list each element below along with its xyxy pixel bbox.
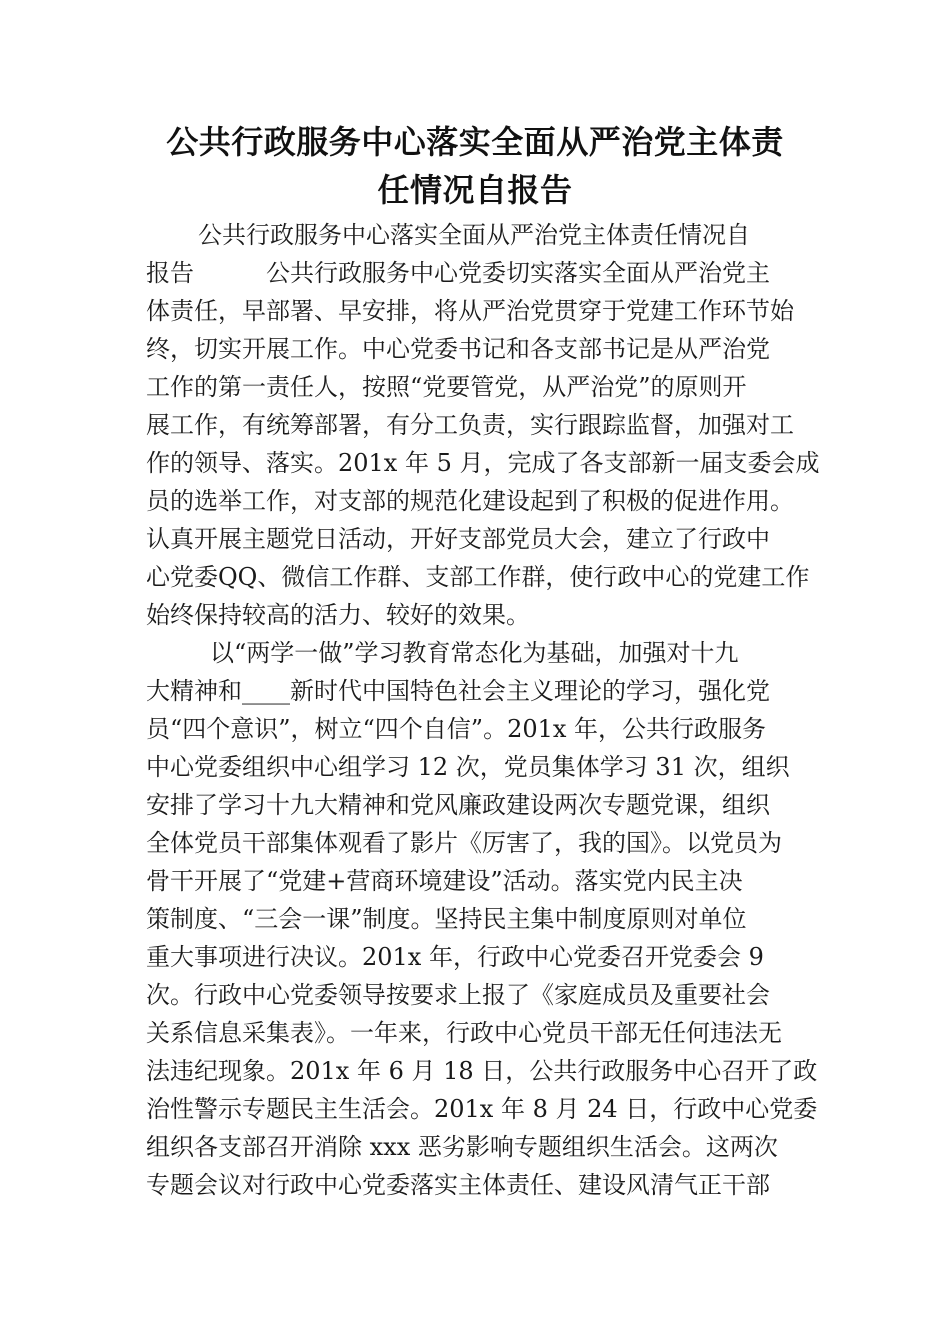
text-line: 公共行政服务中心落实全面从严治党主体责任情况自 <box>198 221 750 249</box>
title-line: 任情况自报告 <box>377 171 573 209</box>
text-line: 大精神和____新时代中国特色社会主义理论的学习，强化党 <box>146 677 770 705</box>
text-line: 专题会议对行政中心党委落实主体责任、建设风清气正干部 <box>146 1171 770 1199</box>
text-line: 始终保持较高的活力、较好的效果。 <box>146 601 530 629</box>
text-line: 骨干开展了“党建+营商环境建设”活动。落实党内民主决 <box>146 867 743 895</box>
text-line: 员的选举工作，对支部的规范化建设起到了积极的促进作用。 <box>146 487 794 515</box>
text-line: 终，切实开展工作。中心党委书记和各支部书记是从严治党 <box>146 335 770 363</box>
text-line: 次。行政中心党委领导按要求上报了《家庭成员及重要社会 <box>146 981 770 1009</box>
text-line: 报告 公共行政服务中心党委切实落实全面从严治党主 <box>146 259 770 287</box>
document-body <box>146 216 820 1204</box>
text-line: 员“四个意识”，树立“四个自信”。201x 年，公共行政服务 <box>146 715 767 743</box>
text-line: 作的领导、落实。201x 年 5 月，完成了各支部新一届支委会成 <box>146 449 820 477</box>
text-line: 全体党员干部集体观看了影片《厉害了，我的国》。以党员为 <box>146 829 782 857</box>
text-line: 心党委QQ、微信工作群、支部工作群，使行政中心的党建工作 <box>146 563 810 591</box>
paragraph-1 <box>146 216 820 634</box>
text-line: 治性警示专题民主生活会。201x 年 8 月 24 日，行政中心党委 <box>146 1095 818 1123</box>
text-line: 体责任，早部署、早安排，将从严治党贯穿于党建工作环节始 <box>146 297 794 325</box>
text-line: 中心党委组织中心组学习 12 次，党员集体学习 31 次，组织 <box>146 753 790 781</box>
text-line: 策制度、“三会一课”制度。坚持民主集中制度原则对单位 <box>146 905 747 933</box>
document-title <box>100 118 850 214</box>
text-line: 工作的第一责任人，按照“党要管党，从严治党”的原则开 <box>146 373 747 401</box>
text-line: 法违纪现象。201x 年 6 月 18 日，公共行政服务中心召开了政 <box>146 1057 818 1085</box>
text-line: 组织各支部召开消除 xxx 恶劣影响专题组织生活会。这两次 <box>146 1133 778 1161</box>
text-line: 认真开展主题党日活动，开好支部党员大会，建立了行政中 <box>146 525 770 553</box>
text-line: 关系信息采集表》。一年来，行政中心党员干部无任何违法无 <box>146 1019 782 1047</box>
text-line: 以“两学一做”学习教育常态化为基础，加强对十九 <box>210 639 739 667</box>
text-line: 安排了学习十九大精神和党风廉政建设两次专题党课，组织 <box>146 791 770 819</box>
paragraph-2 <box>146 634 818 1204</box>
text-line: 展工作，有统筹部署，有分工负责，实行跟踪监督，加强对工 <box>146 411 794 439</box>
title-line: 公共行政服务中心落实全面从严治党主体责 <box>166 123 784 161</box>
text-line: 重大事项进行决议。201x 年，行政中心党委召开党委会 9 <box>146 943 764 971</box>
